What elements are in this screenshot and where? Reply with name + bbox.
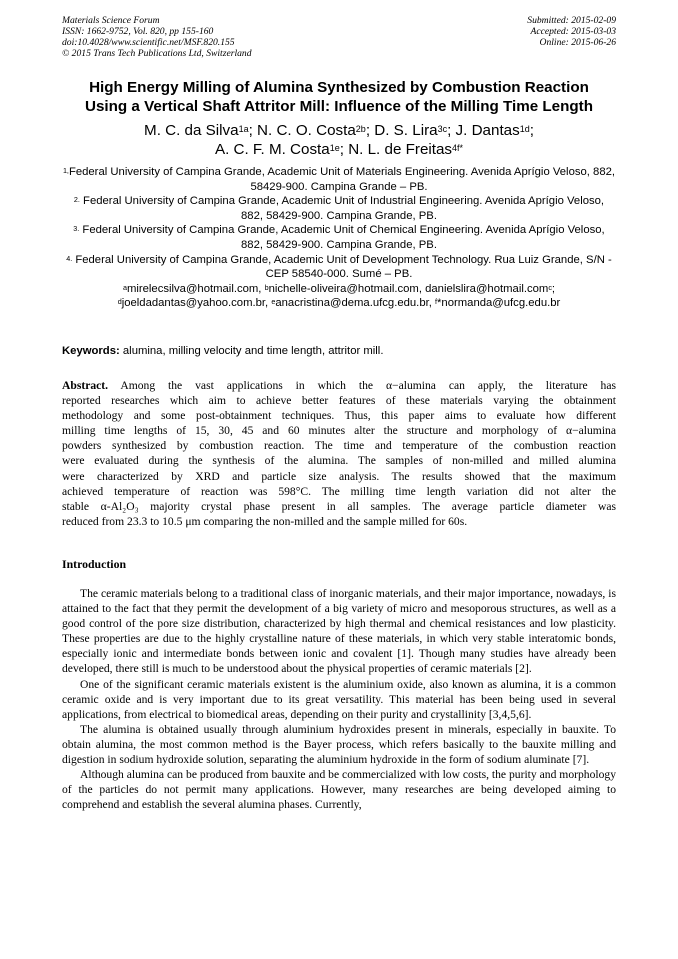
title-line-2: Using a Vertical Shaft Attritor Mill: Influence of the Milling Time Length (85, 98, 593, 115)
author-affil-mark: 1e (329, 142, 340, 153)
journal-info (62, 16, 252, 60)
submitted-date: Submitted: 2015-02-09 (527, 15, 616, 26)
author-separator: ; (529, 122, 534, 139)
affiliation-text: Federal University of Campina Grande, Academic Unit of Development Technology. Rua Luiz Grande, S/N - CEP 58540-000. Sumé – PB. (72, 253, 612, 281)
abstract-line (62, 378, 616, 393)
email-link[interactable]: mirelecsilva@hotmail.com, (126, 282, 265, 295)
author-affil-mark: 1d (519, 124, 530, 134)
accepted-date: Accepted: 2015-03-03 (530, 25, 616, 37)
author-name: N. C. O. Costa (257, 122, 356, 139)
email-mark: a (122, 282, 127, 292)
email-mark: b (264, 282, 269, 292)
affiliation-text: Federal University of Campina Grande, Academic Unit of Materials Engineering. Avenida Aprígio Veloso, 882, 58429-900. Campina Grande – PB. (68, 166, 616, 193)
abstract-label: Abstract. (62, 379, 109, 392)
affiliation-text: Federal University of Campina Grande, Academic Unit of Industrial Engineering. Avenida Aprígio Veloso, 882, 58429-900. Campina Grande, PB. (79, 195, 605, 222)
author-separator: ; (365, 122, 375, 139)
author-separator: ; (248, 122, 258, 139)
paper-title (40, 78, 638, 116)
email-link[interactable]: anacristina@dema.ufcg.edu.br, (275, 297, 436, 310)
author-name: N. L. de Freitas (348, 140, 453, 158)
affiliation-number: 3. (73, 224, 80, 234)
keywords-label: Keywords: (62, 345, 120, 357)
email-line-1 (62, 282, 616, 297)
abstract-line: reported researches which aim to achieve better features of these materials varying the obtainment (62, 394, 616, 408)
abstract-line: were characterized by XRD and particle size analysis. The results showed that the maximum (62, 469, 616, 483)
author-name: D. S. Lira (374, 122, 438, 139)
paragraph: The alumina is obtained usually through aluminium hydroxides present in minerals, especially in bauxite. To obtain alumina, the most common method is the Bayer process, which refers basically to the bauxite milling and digestion in sodium hydroxide solution, separating the aluminium hydroxide in the form of sodium aluminate [7]. (62, 722, 616, 767)
abstract-line: reduced from 23.3 to 10.5 μm comparing the non-milled and the sample milled for 60s. (62, 514, 468, 528)
author-line-2 (40, 141, 638, 160)
keywords (62, 344, 616, 358)
affiliation-number: 1, (62, 166, 69, 175)
author-separator: ; (339, 140, 349, 158)
abstract-line: powders synthesized by combustion reaction. The time and temperature of the combustion reaction (62, 439, 616, 453)
affiliation-text: Federal University of Campina Grande, Academic Unit of Chemical Engineering. Avenida Aprígio Veloso, 882, 58429-900. Campina Grande, PB. (79, 224, 605, 251)
affiliation-3 (62, 223, 616, 252)
affiliation-4 (62, 253, 616, 282)
email-mark: e (271, 297, 276, 307)
email-link[interactable]: nichelle-oliveira@hotmail.com, danielslira@hotmail.com (268, 282, 549, 295)
journal-copyright: © 2015 Trans Tech Publications Ltd, Switzerland (62, 47, 252, 59)
email-line-2 (62, 296, 616, 311)
author-affil-mark: 1a (238, 124, 249, 134)
abstract-line: stable α-Al₂O₃ majority crystal phase present in all samples. The average particle diameter was (62, 499, 616, 513)
journal-issn: ISSN: 1662-9752, Vol. 820, pp 155-160 (62, 25, 214, 37)
keywords-text: alumina, milling velocity and time length, attritor mill. (119, 345, 384, 357)
abstract-line: were evaluated during the synthesis of the alumina. The samples of non-milled and milled alumina (62, 454, 616, 468)
submission-dates (527, 16, 616, 49)
affiliation-number: 2. (73, 195, 80, 205)
journal-name: Materials Science Forum (62, 15, 160, 26)
email-link[interactable]: joeldadantas@yahoo.com.br, (121, 297, 272, 310)
affiliation-number: 4. (66, 253, 73, 263)
online-date: Online: 2015-06-26 (539, 36, 616, 48)
abstract-line-text: Among the vast applications in which the α−alumina can apply, the literature has (108, 379, 616, 392)
paragraph: The ceramic materials belong to a traditional class of inorganic materials, and their major importance, nowadays, is attained to the fact that they permit the development of a big variety of micro and mesoporous structures, as well as a good control of the pore size distribution, characterized by high thermal and chemical resistances and low plasticity. These properties are due to the highly crystalline nature of these materials, in which very stable interatomic bonds, especially ionic and intermediate bonds between ionic and covalent [1]. Though many studies have already been developed, there still is much to be understood about the physical properties of ceramic materials [2]. (62, 587, 616, 676)
email-mark: c (548, 282, 552, 292)
email-separator: ; (551, 282, 556, 295)
author-affil-mark: 4f* (452, 142, 464, 153)
author-emails (62, 282, 616, 311)
paragraph: One of the significant ceramic materials existent is the aluminium oxide, also known as alumina, it is a common ceramic oxide and is very important due to its great versatility. This material has been being used in several applications, from electrical to biomedical areas, depending on their purity and crystallinity [3,4,5,6]. (62, 677, 616, 721)
introduction-body (62, 586, 616, 812)
author-name: A. C. F. M. Costa (214, 140, 330, 158)
affiliations (62, 165, 616, 311)
journal-doi: doi:10.4028/www.scientific.net/MSF.820.155 (62, 36, 235, 48)
author-name: J. Dantas (455, 122, 520, 139)
author-affil-mark: 3c (437, 124, 448, 134)
abstract-line: milling time lengths of 15, 30, 45 and 60 minutes alter the structure and morphology of α−alumina (62, 424, 616, 438)
author-list (40, 122, 638, 159)
author-affil-mark: 2b (355, 124, 366, 134)
abstract-line: achieved temperature of reaction was 598°C. The milling time length variation did not alter the (62, 484, 616, 498)
abstract (62, 378, 616, 529)
paragraph: Although alumina can be produced from bauxite and be commercialized with low costs, the purity and morphology of the particles do not permit many applications. However, many researches are being developed aiming to comprehend and establish the several alumina phases. Currently, (62, 768, 616, 812)
author-line-1 (40, 122, 638, 141)
section-heading-introduction: Introduction (62, 557, 127, 571)
affiliation-1 (62, 165, 616, 194)
abstract-line: methodology and some post-obtainment techniques. Thus, this paper aims to evaluate how different (62, 409, 616, 423)
author-name: M. C. da Silva (144, 122, 239, 139)
title-line-1: High Energy Milling of Alumina Synthesized by Combustion Reaction (89, 79, 589, 96)
email-mark: d (117, 297, 122, 307)
email-link[interactable]: *normanda@ufcg.edu.br (437, 297, 561, 310)
affiliation-2 (62, 194, 616, 223)
author-separator: ; (447, 122, 456, 139)
email-mark: f (435, 297, 438, 307)
